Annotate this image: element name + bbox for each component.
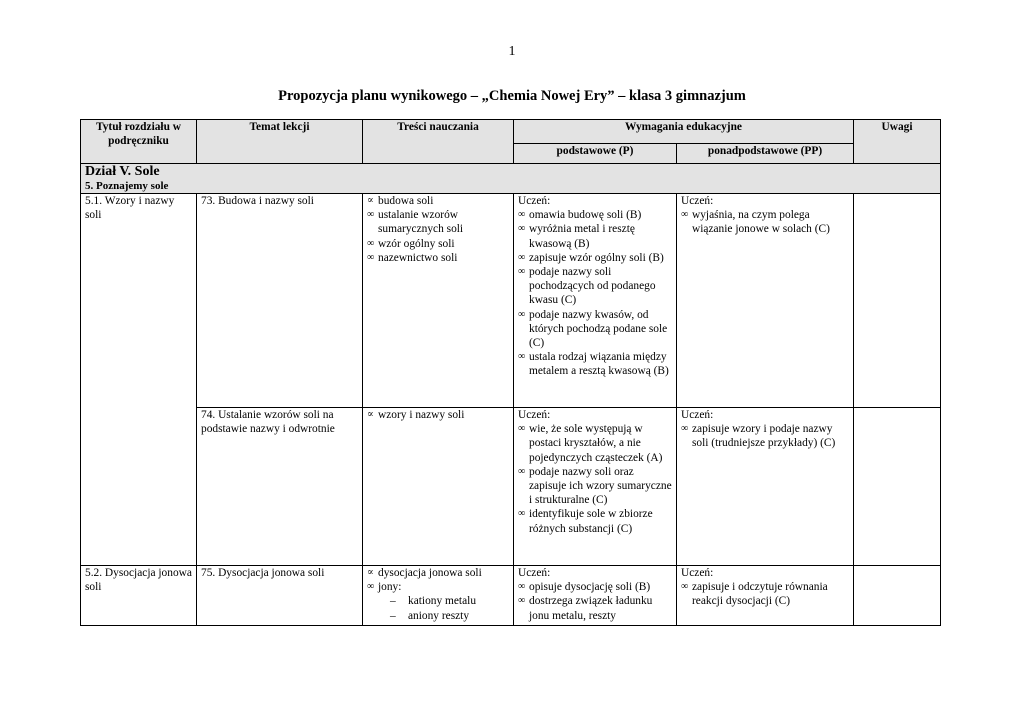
content-subitem: – kationy metalu (390, 594, 509, 608)
plan-table (80, 119, 941, 626)
header-content: Treści nauczania (363, 120, 514, 164)
content-cell (363, 408, 514, 566)
content-item: ∞ wzór ogólny soli (367, 237, 509, 251)
chapter-cell: 5.1. Wzory i nazwy soli (81, 194, 197, 566)
requirement-item: ∞ zapisuje wzór ogólny soli (B) (518, 251, 672, 265)
cell-lead: Uczeń: (518, 195, 551, 207)
content-item: ∝ dysocjacja jonowa soli (367, 566, 509, 580)
requirement-item: ∞ podaje nazwy kwasów, od których pochodzą podane sole (C) (518, 308, 672, 351)
header-topic: Temat lekcji (197, 120, 363, 164)
content-item-text: jony: (378, 581, 402, 594)
requirement-item: ∞ omawia budowę soli (B) (518, 208, 672, 222)
table-row (81, 408, 941, 566)
cell-lead: Uczeń: (681, 409, 714, 421)
requirement-item: ∞ zapisuje wzory i podaje nazwy soli (trudniejsze przykłady) (C) (681, 422, 849, 450)
requirement-item: ∞ ustala rodzaj wiązania między metalem a resztą kwasową (B) (518, 350, 672, 378)
basic-requirements-cell (514, 194, 677, 408)
basic-requirements-cell (514, 566, 677, 626)
content-item: ∝ wzory i nazwy soli (367, 408, 509, 422)
content-item: ∞ nazewnictwo soli (367, 251, 509, 265)
cell-lead: Uczeń: (681, 195, 714, 207)
requirement-item: ∞ opisuje dysocjację soli (B) (518, 580, 672, 594)
requirement-item: ∞ dostrzega związek ładunku jonu metalu, reszty (518, 594, 672, 622)
extended-requirements-cell (677, 194, 854, 408)
content-subitem: – aniony reszty (390, 609, 509, 623)
cell-lead: Uczeń: (518, 567, 551, 579)
topic-cell: 73. Budowa i nazwy soli (197, 194, 363, 408)
requirement-item: ∞ wyjaśnia, na czym polega wiązanie jonowe w solach (C) (681, 208, 849, 236)
section-subtitle: 5. Poznajemy sole (85, 180, 169, 192)
requirement-item: ∞ podaje nazwy soli pochodzących od podanego kwasu (C) (518, 265, 672, 308)
header-requirements: Wymagania edukacyjne (514, 120, 854, 144)
requirement-item: ∞ zapisuje i odczytuje równania reakcji dysocjacji (C) (681, 580, 849, 608)
header-chapter: Tytuł rozdziału w podręczniku (81, 120, 197, 164)
header-notes: Uwagi (854, 120, 941, 164)
content-cell (363, 194, 514, 408)
header-extended: ponadpodstawowe (PP) (677, 144, 854, 164)
content-item: ∞ ustalanie wzorów sumarycznych soli (367, 208, 509, 236)
extended-requirements-cell (677, 566, 854, 626)
content-cell (363, 566, 514, 626)
header-basic: podstawowe (P) (514, 144, 677, 164)
requirement-item: ∞ wyróżnia metal i resztę kwasową (B) (518, 222, 672, 250)
requirement-item: ∞ wie, że sole występują w postaci kryształów, a nie pojedynczych cząsteczek (A) (518, 422, 672, 465)
basic-requirements-cell (514, 408, 677, 566)
section-title: Dział V. Sole (85, 164, 160, 179)
content-item: ∝ budowa soli (367, 194, 509, 208)
notes-cell (854, 194, 941, 408)
notes-cell (854, 566, 941, 626)
table-row (81, 566, 941, 626)
section-header (81, 164, 941, 194)
topic-cell: 74. Ustalanie wzorów soli na podstawie nazwy i odwrotnie (197, 408, 363, 566)
requirement-item: ∞ identyfikuje sole w zbiorze różnych substancji (C) (518, 507, 672, 535)
cell-lead: Uczeń: (681, 567, 714, 579)
page-number: 1 (508, 44, 516, 59)
topic-cell: 75. Dysocjacja jonowa soli (197, 566, 363, 626)
requirement-item: ∞ podaje nazwy soli oraz zapisuje ich wzory sumaryczne i strukturalne (C) (518, 465, 672, 508)
notes-cell (854, 408, 941, 566)
cell-lead: Uczeń: (518, 409, 551, 421)
table-row (81, 194, 941, 408)
chapter-cell: 5.2. Dysocjacja jonowa soli (81, 566, 197, 626)
content-item (367, 580, 509, 623)
extended-requirements-cell (677, 408, 854, 566)
document-title: Propozycja planu wynikowego – „Chemia Nowej Ery” – klasa 3 gimnazjum (278, 88, 746, 104)
